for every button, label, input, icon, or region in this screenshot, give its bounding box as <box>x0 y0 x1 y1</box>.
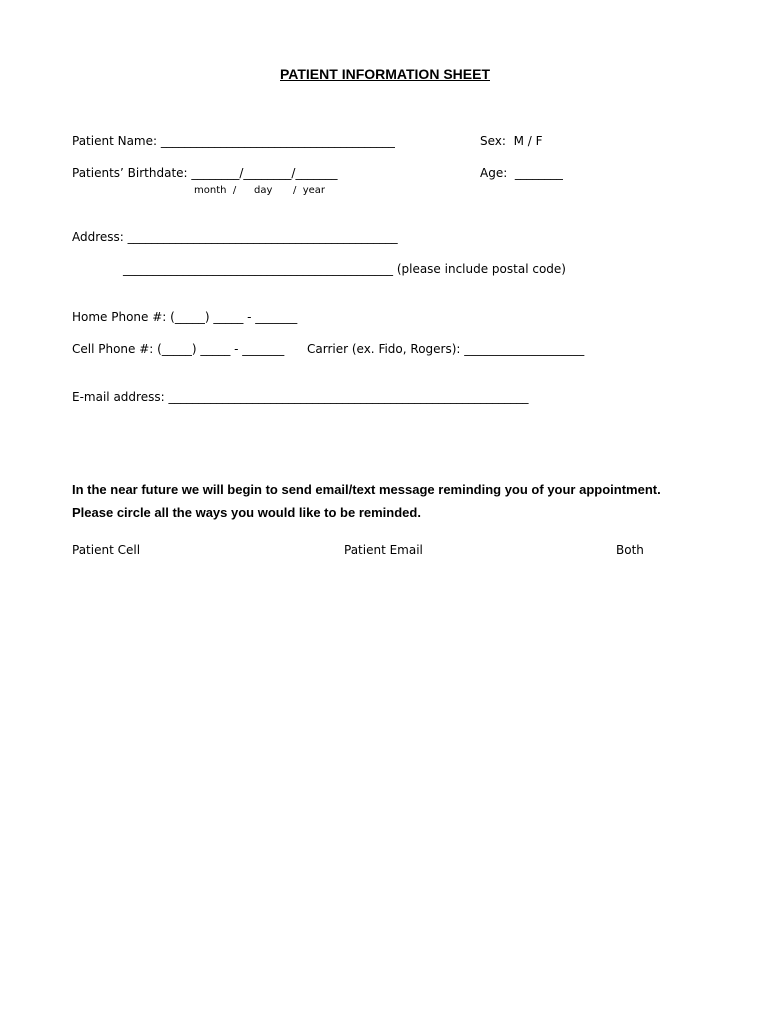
sex-field[interactable]: Sex: M / F <box>480 134 543 148</box>
carrier-field[interactable]: Carrier (ex. Fido, Rogers): ____________________ <box>307 342 585 356</box>
cell-phone-field[interactable]: Cell Phone #: (_____) _____ - _______ <box>72 342 285 356</box>
page-title: PATIENT INFORMATION SHEET <box>280 66 490 82</box>
birthdate-year-caption: / year <box>293 185 326 196</box>
birthdate-month-caption: month / <box>194 185 237 196</box>
email-field[interactable]: E-mail address: ____________________________________________________________ <box>72 390 529 404</box>
address-line2-field[interactable]: _____________________________________________ (please include postal code) <box>123 262 566 276</box>
reminder-notice-line1: In the near future we will begin to send email/text message reminding you of your appointment. <box>72 482 661 497</box>
birthdate-day-caption: day <box>254 185 273 196</box>
option-patient-email[interactable]: Patient Email <box>344 543 423 557</box>
patient-name-field[interactable]: Patient Name: _______________________________________ <box>72 134 395 148</box>
reminder-notice-line2: Please circle all the ways you would like to be reminded. <box>72 505 421 520</box>
birthdate-field[interactable]: Patients’ Birthdate: ________/________/_______ <box>72 166 338 180</box>
age-field[interactable]: Age: ________ <box>480 166 563 180</box>
option-patient-cell[interactable]: Patient Cell <box>72 543 141 557</box>
home-phone-field[interactable]: Home Phone #: (_____) _____ - _______ <box>72 310 298 324</box>
address-field[interactable]: Address: _____________________________________________ <box>72 230 398 244</box>
option-both[interactable]: Both <box>616 543 644 557</box>
